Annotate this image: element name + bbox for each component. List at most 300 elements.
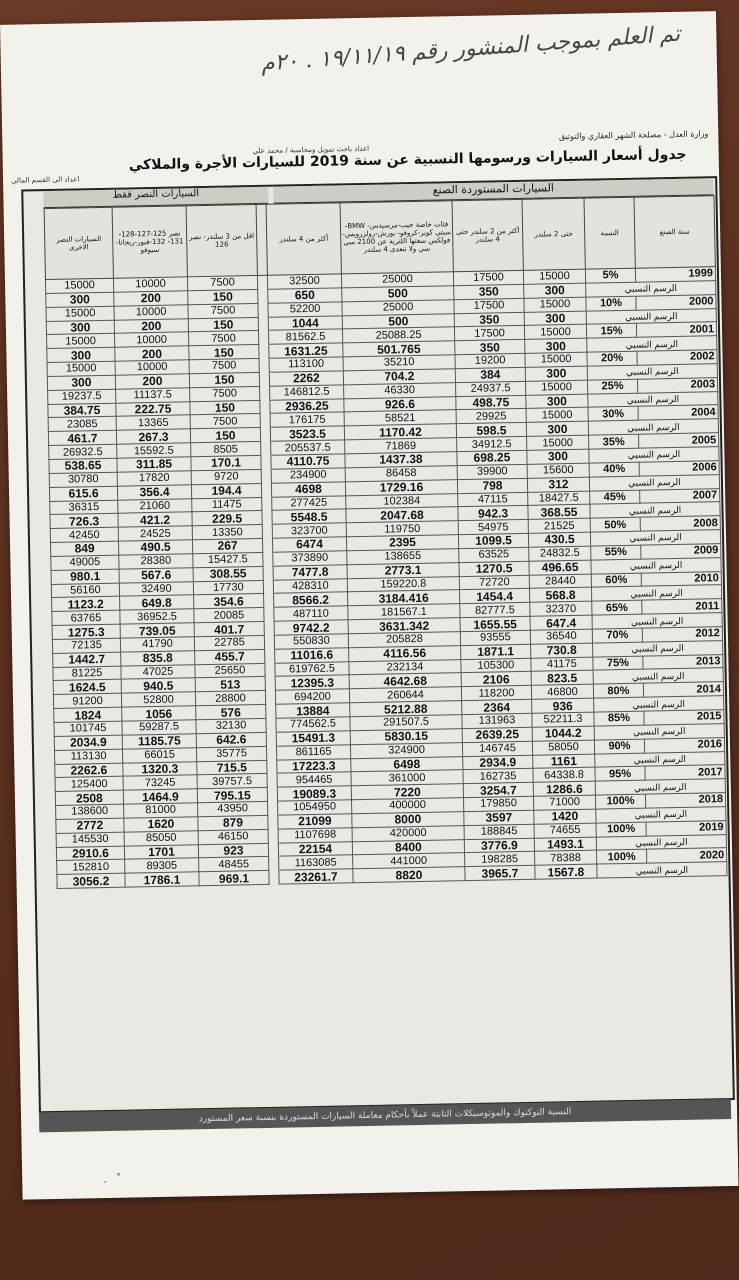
table-cell: 64338.8 <box>533 767 595 782</box>
relative-fee-label: الرسم النسبي <box>591 557 721 573</box>
table-cell: 22154 <box>278 841 352 856</box>
table-cell: 1056 <box>122 706 196 721</box>
table-cell: 715.5 <box>197 760 267 775</box>
year-cell: 1999 <box>635 267 715 282</box>
table-cell: 461.7 <box>48 430 116 445</box>
table-cell: 200 <box>115 346 189 361</box>
table-cell: 66015 <box>122 747 196 762</box>
table-cell: 356.4 <box>117 484 191 499</box>
table-cell: 1107698 <box>278 828 352 843</box>
column-gap <box>262 524 272 538</box>
table-cell: 18427.5 <box>528 491 590 506</box>
section-nasr-cars: السيارات النصر فقط <box>43 187 268 208</box>
table-cell: 181567.1 <box>348 604 460 620</box>
table-cell: 291507.5 <box>350 715 462 731</box>
table-cell: 1442.7 <box>53 652 121 667</box>
percentage-cell: 25% <box>587 379 637 394</box>
table-cell: 300 <box>525 338 587 353</box>
table-cell: 56160 <box>51 583 119 598</box>
table-cell: 162735 <box>463 769 533 784</box>
column-gap <box>268 829 278 843</box>
relative-fee-label: الرسم النسبي <box>591 585 721 601</box>
table-cell: 15000 <box>526 380 588 395</box>
table-cell: 2034.9 <box>54 735 122 750</box>
table-cell: 2262.6 <box>55 763 123 778</box>
table-cell: 384.75 <box>48 403 116 418</box>
table-cell: 3184.416 <box>348 590 460 606</box>
column-gap <box>264 594 274 608</box>
table-cell: 23085 <box>48 417 116 432</box>
table-cell: 93555 <box>460 630 530 645</box>
table-cell: 59287.5 <box>122 720 196 735</box>
table-cell: 1320.3 <box>123 761 197 776</box>
column-gap <box>266 732 276 746</box>
table-cell: 145530 <box>56 832 124 847</box>
column-gap <box>264 621 274 635</box>
table-cell: 24832.5 <box>529 546 591 561</box>
table-cell: 849 <box>51 541 119 556</box>
table-cell: 15000 <box>46 306 114 321</box>
table-cell: 3056.2 <box>57 873 125 888</box>
table-cell: 568.8 <box>529 588 591 603</box>
table-cell: 36540 <box>530 629 592 644</box>
column-gap <box>268 815 278 829</box>
table-cell: 2936.25 <box>270 398 344 413</box>
table-cell: 150 <box>189 345 259 360</box>
percentage-cell: 100% <box>596 822 646 837</box>
year-cell: 2017 <box>645 765 725 780</box>
table-cell: 15592.5 <box>117 443 191 458</box>
table-cell: 739.05 <box>120 623 194 638</box>
table-cell: 73245 <box>123 775 197 790</box>
table-cell: 150 <box>190 428 260 443</box>
table-cell: 11475 <box>192 497 262 512</box>
table-cell: 13365 <box>116 415 190 430</box>
table-cell: 8820 <box>353 867 465 883</box>
table-cell: 78388 <box>535 851 597 866</box>
document-sheet <box>0 11 738 1200</box>
column-gap <box>262 538 272 552</box>
table-cell: 71000 <box>533 795 595 810</box>
year-cell: 2015 <box>644 710 724 725</box>
table-cell: 500 <box>342 286 454 302</box>
table-cell: 15000 <box>527 435 589 450</box>
table-cell: 205828 <box>348 632 460 648</box>
column-gap <box>266 704 276 718</box>
table-cell: 324900 <box>350 742 462 758</box>
table-cell: 300 <box>47 375 115 390</box>
column-gap <box>261 441 271 455</box>
table-cell: 1729.16 <box>345 479 457 495</box>
relative-fee-label: الرسم النسبي <box>595 779 725 795</box>
table-cell: 1454.4 <box>460 589 530 604</box>
table-cell: 22785 <box>194 635 264 650</box>
relative-fee-label: الرسم النسبي <box>596 806 726 822</box>
table-header-row <box>44 196 715 280</box>
table-cell: 619762.5 <box>275 661 349 676</box>
table-cell: 311.85 <box>117 457 191 472</box>
relative-fee-label: الرسم النسبي <box>592 613 722 629</box>
table-cell: 576 <box>196 705 266 720</box>
col-header: أكثر من 4 سلندر <box>266 203 341 275</box>
relative-fee-label: الرسم النسبي <box>596 834 726 850</box>
col-header: نصر 125-127-128-131- 132-فيور-ريجاتا-سيوفو <box>112 206 187 278</box>
percentage-cell: 15% <box>586 324 636 339</box>
relative-fee-label: الرسم النسبي <box>594 696 724 712</box>
table-cell: 3597 <box>464 810 534 825</box>
table-cell: 373890 <box>273 551 347 566</box>
table-cell: 159220.8 <box>347 576 459 592</box>
relative-fee-label: الرسم النسبي <box>595 751 725 767</box>
table-cell: 1624.5 <box>53 680 121 695</box>
table-cell: 300 <box>524 283 586 298</box>
table-cell: 420000 <box>352 825 464 841</box>
relative-fee-label: الرسم النسبي <box>588 419 718 435</box>
year-cell: 2020 <box>647 848 727 863</box>
table-cell: 21060 <box>118 498 192 513</box>
col-header: سنة الصنع <box>634 196 715 269</box>
table-cell: 1185.75 <box>122 734 196 749</box>
table-cell: 1170.42 <box>344 424 456 440</box>
table-cell: 15600 <box>527 463 589 478</box>
table-cell: 1655.55 <box>460 616 530 631</box>
column-gap <box>264 635 274 649</box>
column-gap <box>267 774 277 788</box>
table-cell: 9720 <box>191 469 261 484</box>
table-cell: 29925 <box>456 409 526 424</box>
table-cell: 312 <box>527 477 589 492</box>
table-cell: 30780 <box>49 472 117 487</box>
column-gap <box>257 275 267 289</box>
table-cell: 428310 <box>273 578 347 593</box>
column-gap <box>259 372 269 386</box>
col-header: حتى 2 سلندر <box>522 198 585 270</box>
table-cell: 21099 <box>278 814 352 829</box>
table-cell: 46150 <box>198 829 268 844</box>
table-cell: 25088.25 <box>342 327 454 343</box>
table-cell: 300 <box>527 449 589 464</box>
relative-fee-label: الرسم النسبي <box>586 308 716 324</box>
column-gap <box>259 358 269 372</box>
table-cell: 125400 <box>55 777 123 792</box>
table-cell: 32370 <box>530 601 592 616</box>
relative-fee-label: الرسم النسبي <box>586 281 716 297</box>
table-cell: 26932.5 <box>49 444 117 459</box>
table-cell: 923 <box>198 843 268 858</box>
table-cell: 150 <box>188 289 258 304</box>
table-cell: 17500 <box>454 298 524 313</box>
table-cell: 300 <box>46 320 114 335</box>
table-cell: 3776.9 <box>464 838 534 853</box>
table-cell: 11137.5 <box>116 388 190 403</box>
table-cell: 1270.5 <box>459 561 529 576</box>
table-cell: 81000 <box>124 803 198 818</box>
year-cell: 2005 <box>639 433 719 448</box>
table-cell: 42450 <box>50 527 118 542</box>
table-cell: 205537.5 <box>271 440 345 455</box>
table-cell: 28380 <box>119 554 193 569</box>
table-cell: 835.8 <box>121 651 195 666</box>
table-cell: 5212.88 <box>350 701 462 717</box>
table-cell: 2262 <box>269 371 343 386</box>
table-cell: 260644 <box>349 687 461 703</box>
section-imported-cars: السيارات المستوردة الصنع <box>273 178 713 203</box>
ministry-header: وزارة العدل - مصلحة الشهر العقاري والتوثيق <box>558 129 709 142</box>
relative-fee-label: الرسم النسبي <box>593 640 723 656</box>
table-cell: 12395.3 <box>275 675 349 690</box>
table-cell: 25650 <box>195 663 265 678</box>
table-cell: 19237.5 <box>48 389 116 404</box>
table-cell: 138655 <box>347 549 459 565</box>
table-cell: 4116.56 <box>349 645 461 661</box>
col-header: السيارات النصر الاخرى <box>44 207 113 279</box>
table-cell: 28440 <box>529 574 591 589</box>
table-cell: 300 <box>47 347 115 362</box>
column-gap <box>268 801 278 815</box>
table-cell: 32130 <box>196 718 266 733</box>
table-cell: 102384 <box>346 493 458 509</box>
table-cell: 7477.8 <box>273 565 347 580</box>
table-cell: 35775 <box>196 746 266 761</box>
year-cell: 2003 <box>637 377 717 392</box>
percentage-cell: 60% <box>591 573 641 588</box>
table-cell: 49005 <box>51 555 119 570</box>
table-cell: 15000 <box>525 352 587 367</box>
table-cell: 15000 <box>524 325 586 340</box>
col-header: اقل من 3 سلندر- نصر 126 <box>186 204 257 276</box>
year-cell: 2008 <box>640 516 720 531</box>
table-cell: 105300 <box>461 658 531 673</box>
relative-fee-label: الرسم النسبي <box>590 530 720 546</box>
percentage-cell: 100% <box>595 794 645 809</box>
column-gap <box>262 511 272 525</box>
year-cell: 2012 <box>642 627 722 642</box>
table-cell: 81562.5 <box>268 329 342 344</box>
table-cell: 17730 <box>193 580 263 595</box>
table-cell: 384 <box>455 367 525 382</box>
table-cell: 39900 <box>457 464 527 479</box>
table-cell: 1464.9 <box>123 789 197 804</box>
relative-fee-label: الرسم النسبي <box>588 391 718 407</box>
table-cell: 2934.9 <box>463 755 533 770</box>
table-cell: 74655 <box>534 823 596 838</box>
table-cell: 10000 <box>115 332 189 347</box>
table-cell: 323700 <box>272 523 346 538</box>
table-cell: 39757.5 <box>197 774 267 789</box>
percentage-cell: 65% <box>592 600 642 615</box>
percentage-cell: 10% <box>586 296 636 311</box>
table-cell: 146812.5 <box>270 385 344 400</box>
year-cell: 2009 <box>641 544 721 559</box>
table-cell: 2508 <box>55 790 123 805</box>
table-cell: 267 <box>192 538 262 553</box>
column-gap <box>262 497 272 511</box>
table-cell: 795.15 <box>197 788 267 803</box>
table-cell: 8000 <box>352 812 464 828</box>
table-cell: 1493.1 <box>534 837 596 852</box>
table-cell: 200 <box>115 374 189 389</box>
table-cell: 41175 <box>531 657 593 672</box>
table-cell: 188845 <box>464 824 534 839</box>
col-header: النسبة <box>584 197 635 269</box>
table-cell: 113130 <box>54 749 122 764</box>
table-cell: 3965.7 <box>465 866 535 881</box>
column-gap <box>260 386 270 400</box>
table-cell: 71869 <box>345 438 457 454</box>
table-cell: 300 <box>46 292 114 307</box>
handwritten-note: تم العلم بموجب المنشور رقم ١٩/١١/١٩ . ٢٠م <box>260 21 681 77</box>
table-cell: 647.4 <box>530 615 592 630</box>
table-cell: 200 <box>114 291 188 306</box>
percentage-cell: 30% <box>588 407 638 422</box>
column-gap <box>269 870 279 884</box>
table-cell: 170.1 <box>191 455 261 470</box>
percentage-cell: 95% <box>595 767 645 782</box>
paper-speck <box>117 1173 120 1176</box>
table-cell: 567.6 <box>119 567 193 582</box>
percentage-cell: 20% <box>587 351 637 366</box>
column-gap <box>261 483 271 497</box>
table-cell: 1054950 <box>278 800 352 815</box>
percentage-cell: 100% <box>597 850 647 865</box>
table-cell: 8566.2 <box>274 592 348 607</box>
column-gap <box>266 746 276 760</box>
table-cell: 496.65 <box>529 560 591 575</box>
percentage-cell: 45% <box>590 490 640 505</box>
table-cell: 2639.25 <box>462 727 532 742</box>
table-cell: 1437.38 <box>345 452 457 468</box>
column-gap <box>263 552 273 566</box>
column-gap <box>258 303 268 317</box>
table-cell: 176175 <box>270 412 344 427</box>
year-cell: 2004 <box>638 405 718 420</box>
table-cell: 980.1 <box>51 569 119 584</box>
table-cell: 1420 <box>534 809 596 824</box>
table-cell: 46800 <box>531 684 593 699</box>
table-cell: 198285 <box>465 852 535 867</box>
table-cell: 401.7 <box>194 622 264 637</box>
table-cell: 490.5 <box>119 540 193 555</box>
table-cell: 730.8 <box>531 643 593 658</box>
table-cell: 86458 <box>345 465 457 481</box>
table-cell: 85050 <box>124 830 198 845</box>
table-cell: 3523.5 <box>270 426 344 441</box>
table-cell: 1044.2 <box>532 726 594 741</box>
column-gap <box>263 580 273 594</box>
year-cell: 2019 <box>646 820 726 835</box>
table-cell: 10000 <box>115 360 189 375</box>
table-cell: 940.5 <box>121 678 195 693</box>
column-gap <box>267 787 277 801</box>
table-cell: 8400 <box>352 839 464 855</box>
table-cell: 694200 <box>275 689 349 704</box>
table-cell: 58050 <box>532 740 594 755</box>
table-cell: 441000 <box>353 853 465 869</box>
table-cell: 150 <box>188 317 258 332</box>
table-cell: 1620 <box>124 817 198 832</box>
table-cell: 24525 <box>118 526 192 541</box>
table-cell: 152810 <box>57 860 125 875</box>
table-cell: 232134 <box>349 659 461 675</box>
table-cell: 954465 <box>277 772 351 787</box>
column-gap <box>260 428 270 442</box>
table-cell: 1286.6 <box>533 781 595 796</box>
year-cell: 2006 <box>639 460 719 475</box>
table-cell: 1161 <box>533 754 595 769</box>
percentage-cell: 50% <box>590 517 640 532</box>
prepared-by-dept: اعداد الى القسم المالي <box>10 175 80 185</box>
year-cell: 2002 <box>637 350 717 365</box>
column-gap <box>258 331 268 345</box>
column-gap <box>267 760 277 774</box>
table-cell: 52800 <box>121 692 195 707</box>
table-cell: 52211.3 <box>532 712 594 727</box>
table-cell: 2364 <box>462 699 532 714</box>
column-gap <box>265 677 275 691</box>
year-cell: 2013 <box>643 654 723 669</box>
table-cell: 1701 <box>124 844 198 859</box>
table-cell: 8505 <box>191 442 261 457</box>
price-table-container <box>21 176 735 1113</box>
table-cell: 615.6 <box>49 486 117 501</box>
table-cell: 17820 <box>117 471 191 486</box>
table-cell: 2773.1 <box>347 562 459 578</box>
relative-fee-label: الرسم النسبي <box>590 502 720 518</box>
relative-fee-label: الرسم النسبي <box>587 336 717 352</box>
table-cell: 2047.68 <box>346 507 458 523</box>
table-cell: 300 <box>525 366 587 381</box>
table-cell: 7500 <box>190 414 260 429</box>
relative-fee-label: الرسم النسبي <box>587 364 717 380</box>
table-cell: 1099.5 <box>458 533 528 548</box>
price-table <box>44 195 728 889</box>
table-cell: 15000 <box>45 278 113 293</box>
table-cell: 34912.5 <box>457 436 527 451</box>
table-cell: 400000 <box>352 798 464 814</box>
table-cell: 19200 <box>455 353 525 368</box>
percentage-cell: 90% <box>594 739 644 754</box>
table-cell: 277425 <box>272 495 346 510</box>
table-cell: 354.6 <box>194 594 264 609</box>
column-gap <box>259 344 269 358</box>
table-cell: 17223.3 <box>277 758 351 773</box>
table-cell: 194.4 <box>191 483 261 498</box>
table-cell: 58521 <box>344 410 456 426</box>
percentage-cell: 35% <box>589 434 639 449</box>
table-cell: 361000 <box>351 770 463 786</box>
table-cell: 2395 <box>346 535 458 551</box>
table-cell: 350 <box>454 284 524 299</box>
table-cell: 54975 <box>458 520 528 535</box>
table-cell: 498.75 <box>456 395 526 410</box>
table-cell: 308.55 <box>193 566 263 581</box>
table-cell: 91200 <box>53 693 121 708</box>
table-cell: 15000 <box>47 334 115 349</box>
table-cell: 36952.5 <box>120 609 194 624</box>
relative-fee-label: الرسم النسبي <box>593 668 723 684</box>
table-cell: 150 <box>190 400 260 415</box>
table-cell: 47025 <box>121 664 195 679</box>
table-cell: 942.3 <box>458 506 528 521</box>
table-cell: 455.7 <box>195 649 265 664</box>
table-cell: 23261.7 <box>279 869 353 884</box>
table-cell: 43950 <box>198 801 268 816</box>
table-cell: 113100 <box>269 357 343 372</box>
column-gap <box>260 414 270 428</box>
table-cell: 649.8 <box>120 595 194 610</box>
column-gap <box>258 317 268 331</box>
table-cell: 538.65 <box>49 458 117 473</box>
